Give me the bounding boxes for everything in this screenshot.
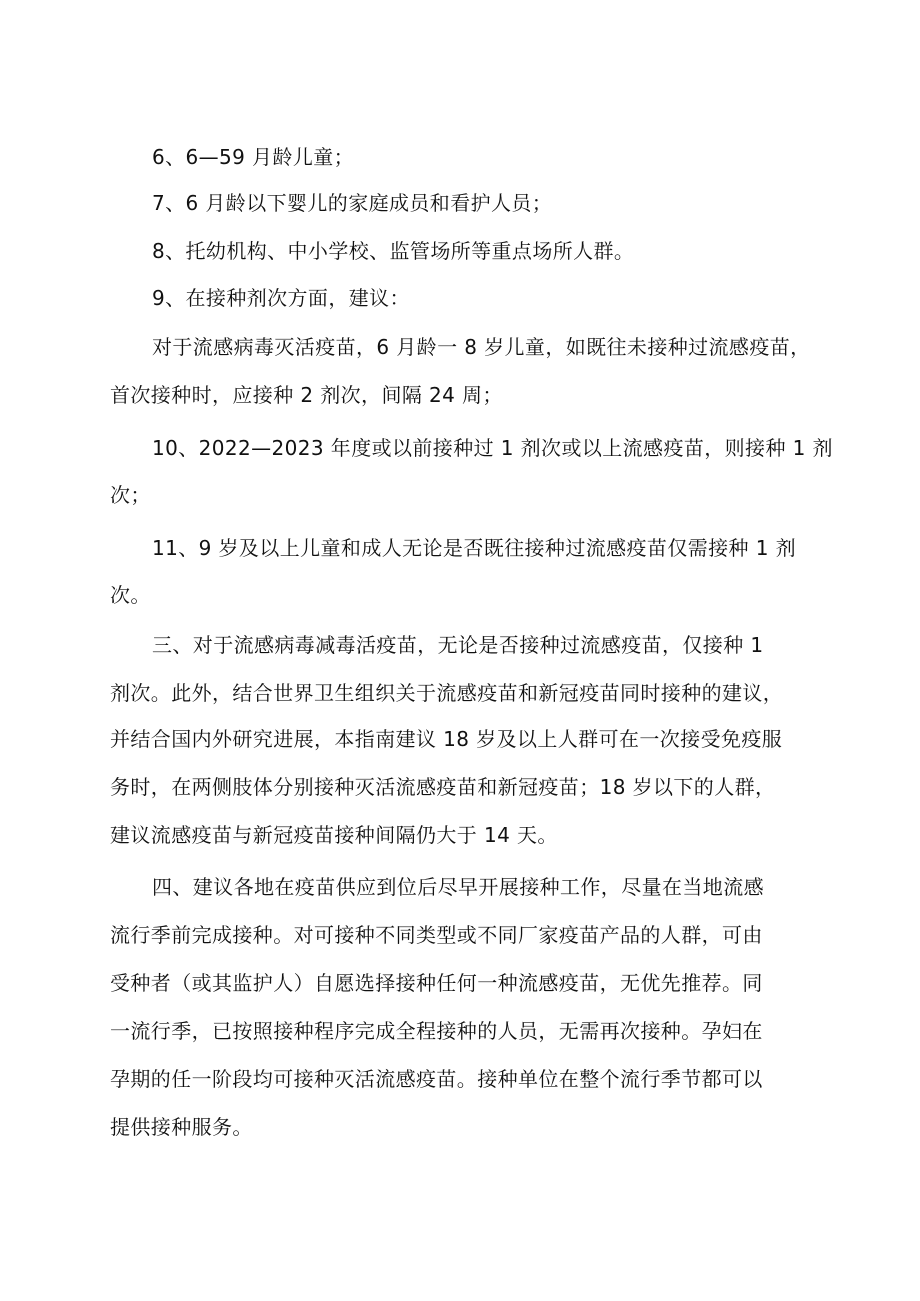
section-3-line-2: 剂次。此外，结合世界卫生组织关于流感疫苗和新冠疫苗同时接种的建议， [110, 681, 784, 705]
section-4-line-4: 一流行季，已按照接种程序完成全程接种的人员，无需再次接种。孕妇在 [110, 1019, 763, 1043]
section-4-line-2: 流行季前完成接种。对可接种不同类型或不同厂家疫苗产品的人群，可由 [110, 923, 763, 947]
list-item-11-line-1: 11、9 岁及以上儿童和成人无论是否既往接种过流感疫苗仅需接种 1 剂 [152, 536, 796, 560]
paragraph-inactivated-line-2: 首次接种时，应接种 2 剂次，间隔 24 周； [110, 383, 503, 407]
section-4-line-3: 受种者（或其监护人）自愿选择接种任何一种流感疫苗，无优先推荐。同 [110, 971, 763, 995]
section-3-line-5: 建议流感疫苗与新冠疫苗接种间隔仍大于 14 天。 [110, 823, 558, 847]
list-item-10-line-1: 10、2022—2023 年度或以前接种过 1 剂次或以上流感疫苗，则接种 1 剂 [152, 436, 833, 460]
list-item-11-line-2: 次。 [110, 583, 151, 607]
list-item-7: 7、6 月龄以下婴儿的家庭成员和看护人员； [152, 191, 553, 215]
list-item-9: 9、在接种剂次方面，建议： [152, 286, 410, 310]
list-item-8: 8、托幼机构、中小学校、监管场所等重点场所人群。 [152, 239, 635, 263]
section-4-line-6: 提供接种服务。 [110, 1115, 253, 1139]
section-4-line-1: 四、建议各地在疫苗供应到位后尽早开展接种工作，尽量在当地流感 [152, 875, 764, 899]
section-3-line-1: 三、对于流感病毒减毒活疫苗，无论是否接种过流感疫苗，仅接种 1 [152, 633, 764, 657]
list-item-10-line-2: 次； [110, 483, 151, 507]
paragraph-inactivated-line-1: 对于流感病毒灭活疫苗，6 月龄一 8 岁儿童，如既往未接种过流感疫苗， [152, 335, 811, 359]
list-item-6: 6、6—59 月龄儿童； [152, 145, 355, 169]
section-3-line-3: 并结合国内外研究进展，本指南建议 18 岁及以上人群可在一次接受免疫服 [110, 727, 783, 751]
section-3-line-4: 务时，在两侧肢体分别接种灭活流感疫苗和新冠疫苗；18 岁以下的人群， [110, 775, 776, 799]
section-4-line-5: 孕期的任一阶段均可接种灭活流感疫苗。接种单位在整个流行季节都可以 [110, 1067, 763, 1091]
